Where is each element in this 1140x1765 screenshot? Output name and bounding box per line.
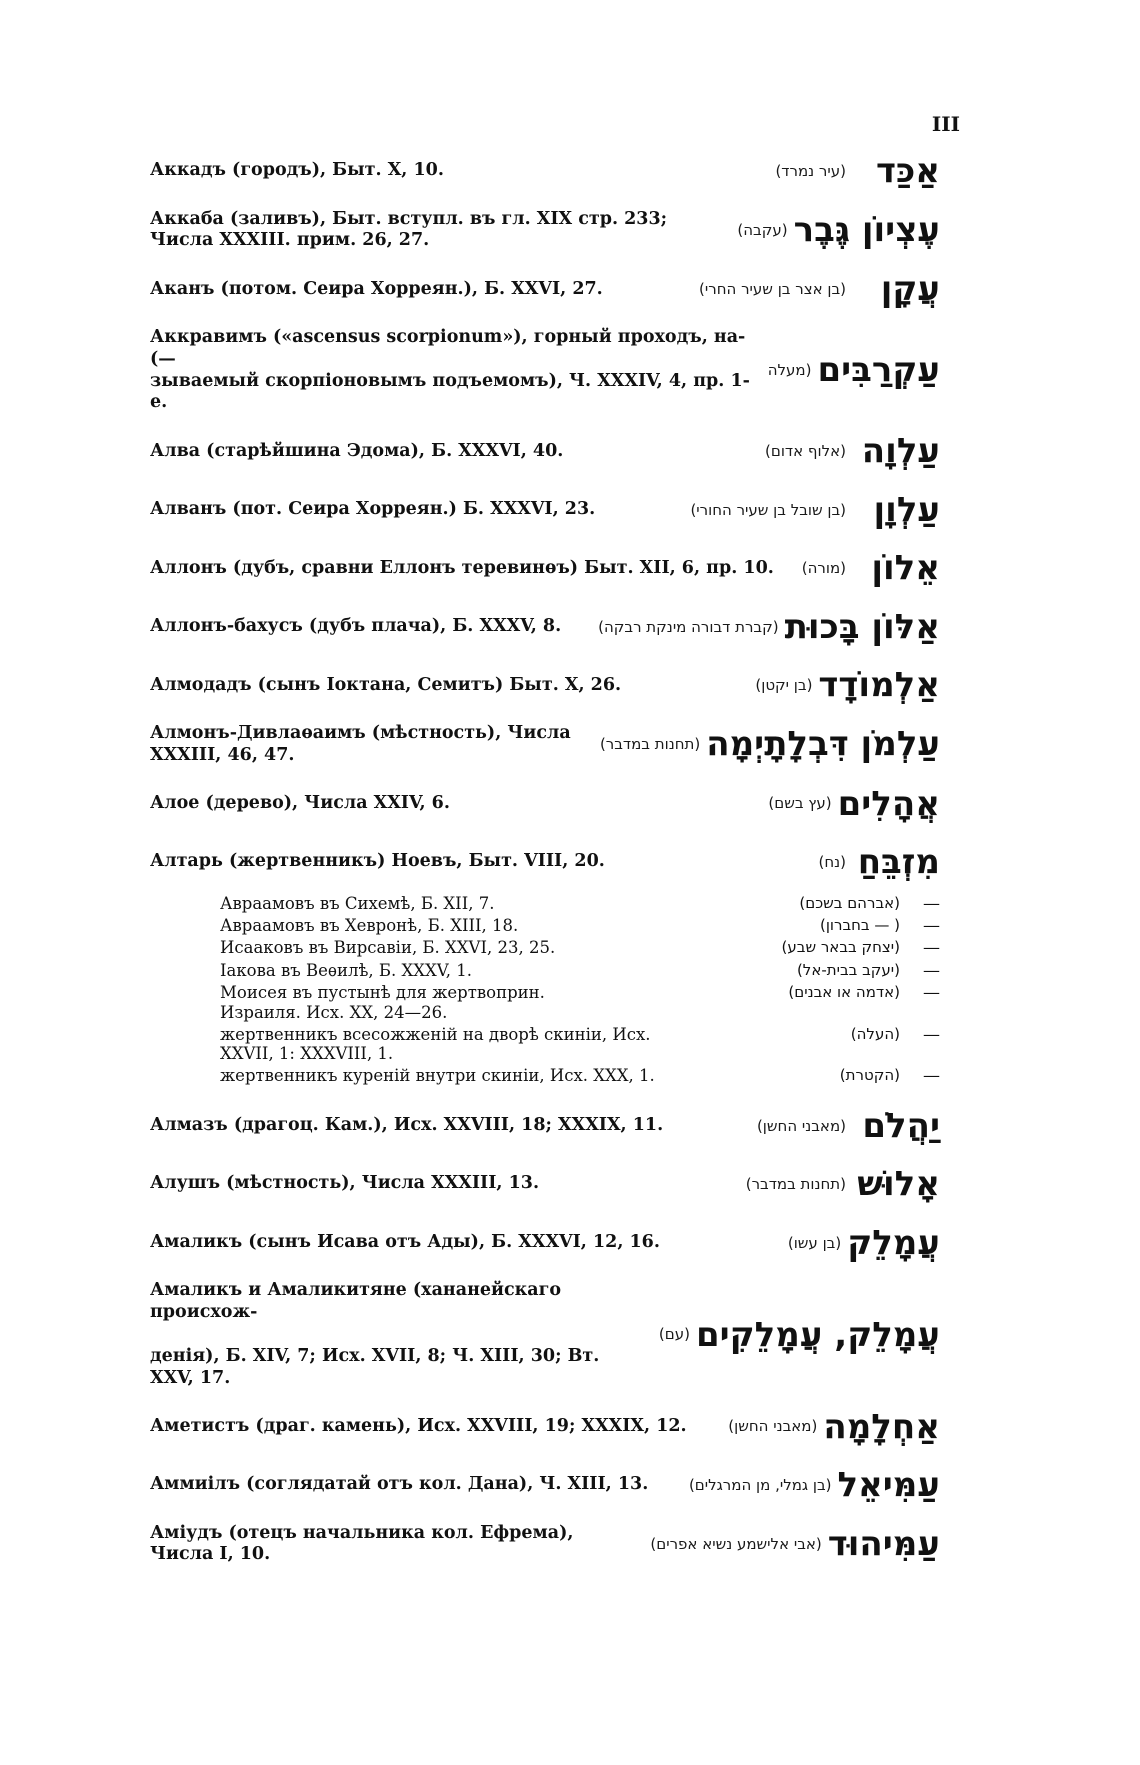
entry-text: Аканъ (потом. Сеира Хорреян.), Б. XXVI, 27. xyxy=(150,278,603,299)
subentry-row xyxy=(220,961,940,981)
hebrew-headword: אָלוּשׁ xyxy=(857,1164,940,1205)
entry-allon-bakhus xyxy=(150,606,940,649)
entry-ammiel xyxy=(150,1464,940,1507)
entry-aloe xyxy=(150,783,940,826)
entry-text: Амаликъ (сынъ Исава отъ Ады), Б. XXXVI, 12, 16. xyxy=(150,1231,660,1252)
entry-alva xyxy=(150,430,940,473)
ditto-dash: — xyxy=(923,915,940,936)
hebrew-gloss: (בן גמלי, מן המרגלים) xyxy=(688,1475,832,1494)
entry-text: Алванъ (пот. Сеира Хорреян.) Б. XXXVI, 23. xyxy=(150,499,596,520)
entry-allon xyxy=(150,547,940,590)
hebrew-gloss: (מורה) xyxy=(801,559,846,578)
hebrew-headword: מִזְבֵּחַ xyxy=(857,842,940,882)
hebrew-gloss: (קברת דבורה מינקת רבקה) xyxy=(598,617,779,636)
subentry-hebrew: (יעקב בבית-אל) xyxy=(796,960,900,979)
hebrew-gloss: (עם) xyxy=(658,1325,690,1344)
subentry-text: Іакова въ Веѳилѣ, Б. XXXV, 1. xyxy=(220,960,473,980)
entry-text: Аллонъ (дубъ, сравни Еллонъ теревинѳъ) Быт. XII, 6, пр. 10. xyxy=(150,557,774,578)
subentry-text: жертвенникъ куреній внутри скиніи, Исх. XXX, 1. xyxy=(220,1066,655,1086)
altar-subentries xyxy=(220,894,940,1087)
hebrew-headword: עַלְוָן xyxy=(873,489,940,530)
entry-amalek xyxy=(150,1222,940,1265)
subentry-hebrew: (יצחק בבאר שבע) xyxy=(781,938,900,957)
subentry-row xyxy=(220,894,940,914)
ditto-dash: — xyxy=(923,1066,940,1087)
hebrew-gloss: (בן שובל בן שעיר החורי) xyxy=(690,500,846,519)
entry-text: Аміудъ (отецъ начальника кол. Ефрема), Числа I, 10. xyxy=(150,1522,574,1565)
ditto-dash: — xyxy=(923,893,940,914)
entry-amethyst xyxy=(150,1406,940,1449)
entry-akkravim xyxy=(150,327,940,415)
subentry-row xyxy=(220,983,940,1023)
page-number: III xyxy=(931,112,960,136)
entry-text: Алтарь (жертвенникъ) Ноевъ, Быт. VIII, 20. xyxy=(150,851,605,872)
hebrew-gloss: (נח) xyxy=(818,852,846,871)
entry-text: Аккадъ (городъ), Быт. X, 10. xyxy=(150,160,444,181)
hebrew-headword: עֶצְיוֹן גֶּבֶר xyxy=(793,210,940,251)
entry-alvan xyxy=(150,489,940,532)
entry-akkaba xyxy=(150,209,940,253)
entry-almaz xyxy=(150,1105,940,1148)
entry-text: Алое (дерево), Числа XXIV, 6. xyxy=(150,792,450,813)
entry-text: Аккравимъ («ascensus scorpionum»), горный проходъ, на-(— зываемый скорпіоновымъ подъемомъ), Ч. XXXIV, 4, пр. 1-е. xyxy=(150,326,750,413)
entry-text: Аккаба (заливъ), Быт. вступл. въ гл. XIX стр. 233; Числа XXXIII. прим. 26, 27. xyxy=(150,208,668,251)
entry-text: Аметистъ (драг. камень), Исх. XXVIII, 19; XXXIX, 12. xyxy=(150,1415,687,1436)
subentry-row xyxy=(220,916,940,936)
entry-text: Алмодадъ (сынъ Іоктана, Семитъ) Быт. X, 26. xyxy=(150,674,622,695)
entry-text: Аллонъ-бахусъ (дубъ плача), Б. XXXV, 8. xyxy=(150,616,562,637)
hebrew-gloss: (בן אצר בן שעיר החרי) xyxy=(699,280,846,299)
hebrew-headword: אַחְלָמָה xyxy=(823,1406,940,1447)
hebrew-headword: אַכַּד xyxy=(876,151,940,191)
entry-akkad xyxy=(150,150,940,193)
entry-almon-divlathaim xyxy=(150,723,940,767)
hebrew-headword: עֲמָלֵק, עֲמָלֵקִים xyxy=(695,1314,940,1355)
hebrew-headword: אֵלוֹן xyxy=(871,548,940,589)
hebrew-headword: עֲקָן xyxy=(880,269,940,310)
entry-text: Алмазъ (драгоц. Кам.), Исх. XXVIII, 18; XXXIX, 11. xyxy=(150,1114,664,1135)
hebrew-gloss: (עיר נמרד) xyxy=(775,161,846,180)
subentry-hebrew: (הקטרת) xyxy=(839,1066,900,1085)
ditto-dash: — xyxy=(923,938,940,959)
hebrew-gloss: (מאבני החשן) xyxy=(756,1116,846,1135)
entry-amalekites xyxy=(150,1280,940,1389)
hebrew-headword: עַלְוָה xyxy=(861,431,940,472)
subentry-row xyxy=(220,1066,940,1086)
subentry-hebrew: (אברהם בשכם) xyxy=(799,893,900,912)
hebrew-headword: עַמִּיהוּד xyxy=(827,1524,940,1565)
hebrew-gloss: (אבי אלישמע נשיא אפרים) xyxy=(650,1535,822,1554)
entry-text: Алва (старѣйшина Эдома), Б. XXXVI, 40. xyxy=(150,440,564,461)
subentry-text: Исааковъ въ Вирсавіи, Б. XXVI, 23, 25. xyxy=(220,938,556,958)
hebrew-gloss: (עקבה) xyxy=(737,221,788,239)
ditto-dash: — xyxy=(923,983,940,1004)
hebrew-headword: עַקְרַבִּים xyxy=(817,350,940,391)
subentry-text: Авраамовъ въ Хевронѣ, Б. XIII, 18. xyxy=(220,915,519,935)
hebrew-gloss: (אלוף אדום) xyxy=(765,442,846,461)
subentry-text: Моисея въ пустынѣ для жертвоприн. Израиля. Исх. XX, 24—26. xyxy=(220,983,545,1022)
hebrew-gloss: (תחנות במדבר) xyxy=(599,735,701,754)
hebrew-headword: יַהֲלֹם xyxy=(862,1105,940,1146)
hebrew-gloss: (מאבני החשן) xyxy=(728,1417,818,1436)
entry-almodad xyxy=(150,664,940,707)
hebrew-gloss: (מעלה xyxy=(767,361,812,380)
subentry-row xyxy=(220,938,940,958)
hebrew-gloss: (תחנות במדבר) xyxy=(745,1175,846,1194)
subentry-hebrew: (אדמה או אבנים) xyxy=(788,983,900,1002)
entry-text: Алушъ (мѣстность), Числа XXXIII, 13. xyxy=(150,1173,540,1194)
entry-text: Аммиілъ (соглядатай отъ кол. Дана), Ч. XIII, 13. xyxy=(150,1474,649,1495)
subentry-hebrew: (העלה) xyxy=(850,1024,900,1043)
hebrew-headword: עַמִּיאֵל xyxy=(837,1465,940,1506)
hebrew-headword: אַלּוֹן בָּכוּת xyxy=(784,606,940,647)
hebrew-gloss: (עץ בשם) xyxy=(768,794,832,813)
hebrew-headword: אֲהָלִים xyxy=(837,783,940,824)
entry-alush xyxy=(150,1163,940,1206)
entry-altar xyxy=(150,841,940,884)
entry-text: Алмонъ-Дивлаѳаимъ (мѣстность), Числа XXXIII, 46, 47. xyxy=(150,722,571,765)
subentry-text: Авраамовъ въ Сихемѣ, Б. XII, 7. xyxy=(220,893,495,913)
hebrew-headword: עֲמָלֵק xyxy=(847,1222,940,1263)
ditto-dash: — xyxy=(923,960,940,981)
hebrew-gloss: (בן עשו) xyxy=(787,1233,842,1252)
dictionary-entries xyxy=(150,150,940,1582)
subentry-row xyxy=(220,1025,940,1065)
hebrew-headword: אַלְמוֹדָד xyxy=(818,665,940,706)
entry-amihud xyxy=(150,1523,940,1567)
hebrew-gloss: (בן יקטן) xyxy=(755,676,813,695)
subentry-hebrew: ( — בחברון) xyxy=(819,915,900,934)
hebrew-headword: עַלְמֹן דִּבְלָתָיְמָה xyxy=(706,724,940,765)
subentry-text: жертвенникъ всесожженій на дворѣ скиніи, Исх. XXVII, 1: XXXVIII, 1. xyxy=(220,1024,651,1064)
entry-akan xyxy=(150,268,940,311)
ditto-dash: — xyxy=(923,1024,940,1045)
entry-text: Амаликъ и Амаликитяне (хананейскаго происхож- денія), Б. XIV, 7; Исх. XVII, 8; Ч. XIII, 30; Вт. XXV, 17. xyxy=(150,1280,600,1388)
